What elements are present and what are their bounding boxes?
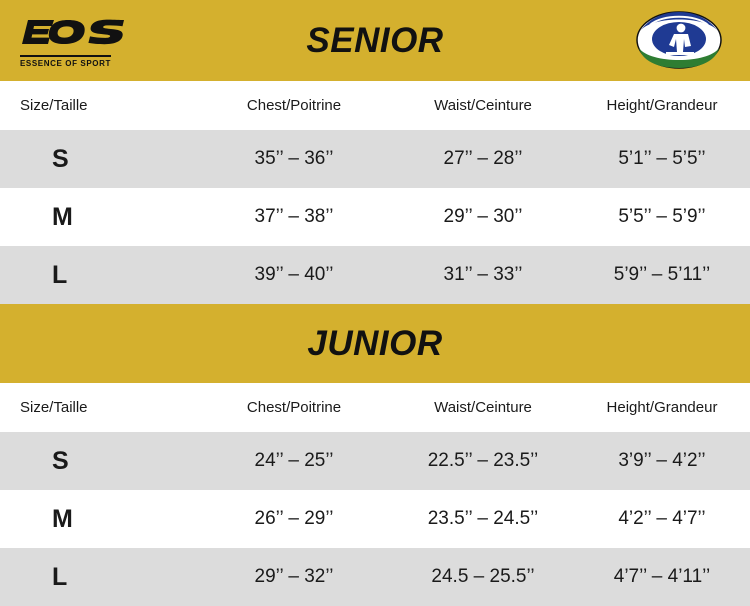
- table-row: [0, 130, 750, 188]
- senior-header-height: Height/Grandeur: [574, 81, 750, 130]
- cell-waist: 24.5 – 25.5’’: [392, 548, 574, 606]
- cell-height: 5’9’’ – 5’11’’: [574, 246, 750, 304]
- senior-banner: [0, 0, 750, 81]
- cell-waist: 23.5’’ – 24.5’’: [392, 490, 574, 548]
- cell-chest: 29’’ – 32’’: [196, 548, 392, 606]
- cell-chest: 35’’ – 36’’: [196, 130, 392, 188]
- cell-chest: 24’’ – 25’’: [196, 432, 392, 490]
- eos-logo-tagline: ESSENCE OF SPORT: [20, 55, 111, 68]
- cell-height: 5’5’’ – 5’9’’: [574, 188, 750, 246]
- eos-logo: [20, 18, 128, 66]
- cell-waist: 29’’ – 30’’: [392, 188, 574, 246]
- cell-waist: 27’’ – 28’’: [392, 130, 574, 188]
- eos-logo-icon: [20, 18, 128, 48]
- junior-header-waist: Waist/Ceinture: [392, 383, 574, 432]
- junior-title: JUNIOR: [307, 323, 443, 363]
- cell-size: M: [0, 188, 196, 246]
- senior-title: SENIOR: [306, 20, 444, 60]
- cell-chest: 26’’ – 29’’: [196, 490, 392, 548]
- cell-height: 5’1’’ – 5’5’’: [574, 130, 750, 188]
- cell-size: L: [0, 246, 196, 304]
- cell-waist: 22.5’’ – 23.5’’: [392, 432, 574, 490]
- junior-header-row: [0, 383, 750, 432]
- table-row: [0, 432, 750, 490]
- table-row: [0, 188, 750, 246]
- cell-height: 4’7’’ – 4’11’’: [574, 548, 750, 606]
- senior-table: [0, 81, 750, 304]
- cell-size: M: [0, 490, 196, 548]
- cell-size: L: [0, 548, 196, 606]
- table-row: [0, 490, 750, 548]
- cell-chest: 39’’ – 40’’: [196, 246, 392, 304]
- senior-header-size: Size/Taille: [0, 81, 196, 130]
- senior-header-row: [0, 81, 750, 130]
- junior-header-chest: Chest/Poitrine: [196, 383, 392, 432]
- hockey-player-badge-icon: [636, 8, 722, 72]
- cell-size: S: [0, 432, 196, 490]
- cell-size: S: [0, 130, 196, 188]
- junior-header-height: Height/Grandeur: [574, 383, 750, 432]
- senior-header-waist: Waist/Ceinture: [392, 81, 574, 130]
- cell-height: 4’2’’ – 4’7’’: [574, 490, 750, 548]
- senior-header-chest: Chest/Poitrine: [196, 81, 392, 130]
- cell-height: 3’9’’ – 4’2’’: [574, 432, 750, 490]
- cell-chest: 37’’ – 38’’: [196, 188, 392, 246]
- table-row: [0, 548, 750, 606]
- cell-waist: 31’’ – 33’’: [392, 246, 574, 304]
- junior-header-size: Size/Taille: [0, 383, 196, 432]
- junior-banner: [0, 304, 750, 383]
- junior-table: [0, 383, 750, 606]
- table-row: [0, 246, 750, 304]
